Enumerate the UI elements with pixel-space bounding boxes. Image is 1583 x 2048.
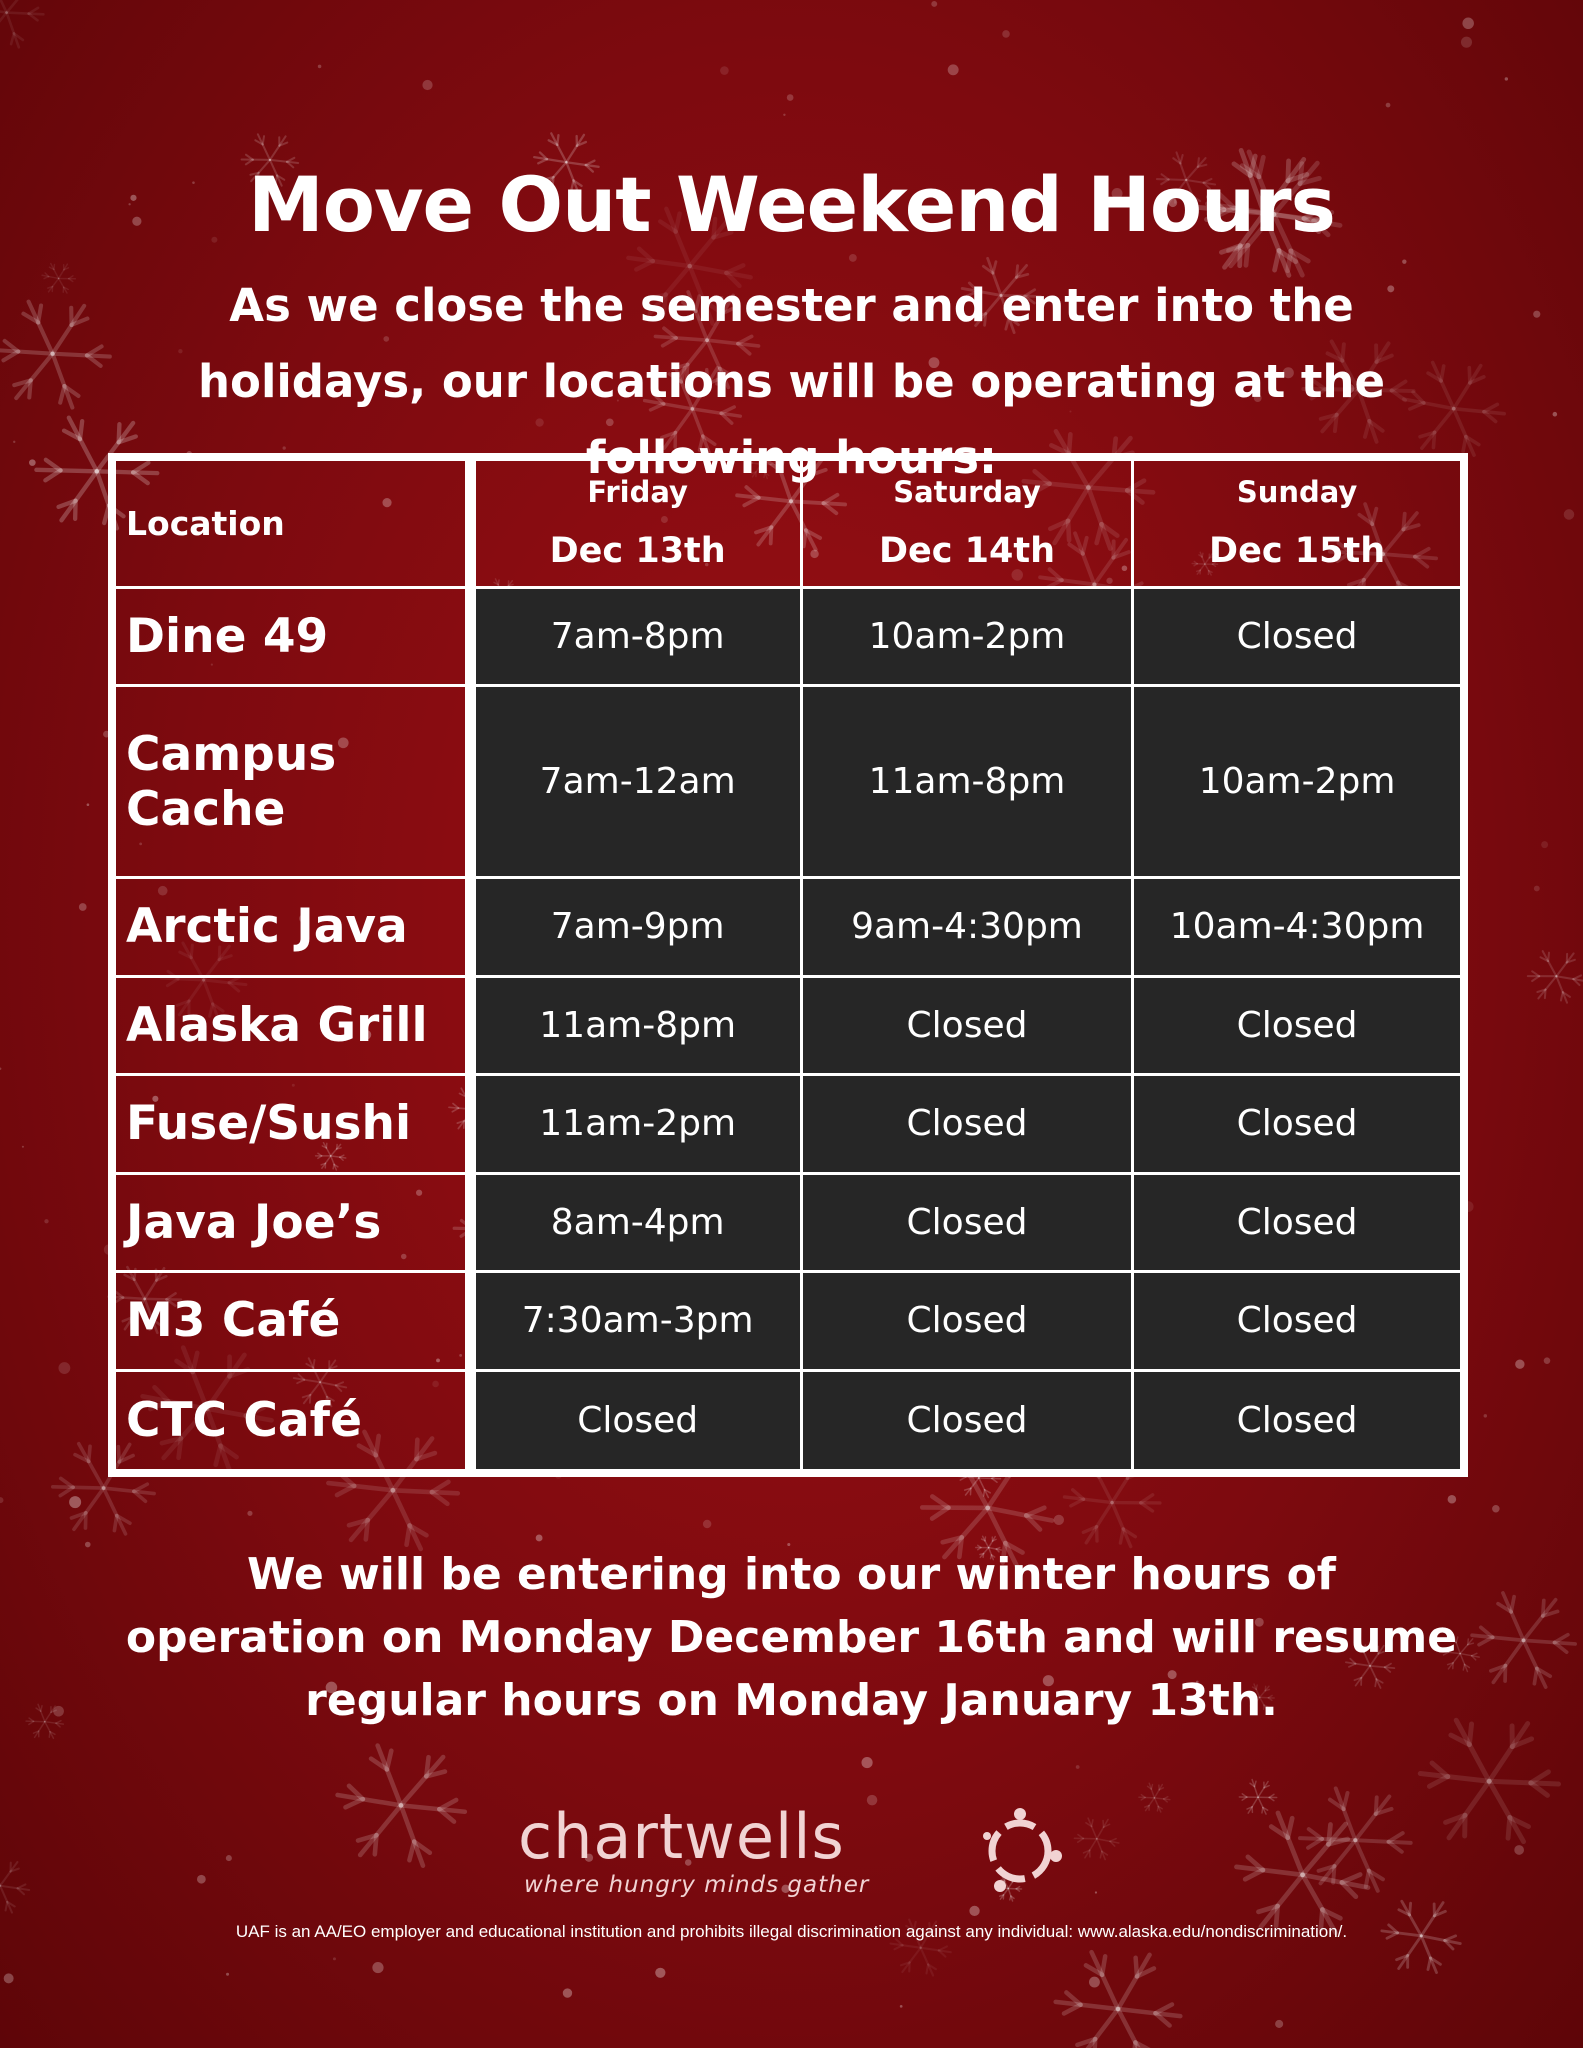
logo-tagline: where hungry minds gather bbox=[524, 1872, 870, 1898]
location-cell: Arctic Java bbox=[112, 878, 470, 977]
hours-cell: Closed bbox=[1133, 1370, 1464, 1473]
location-cell: CTC Café bbox=[112, 1370, 470, 1473]
location-cell: Java Joe’s bbox=[112, 1173, 470, 1272]
hours-cell: 7am-9pm bbox=[470, 878, 801, 977]
disclaimer: UAF is an AA/EO employer and educational institution and prohibits illegal discrimination against any individual: www.alaska.edu/nondiscrimination/. bbox=[235, 1922, 1348, 1941]
table-row bbox=[112, 1272, 1464, 1371]
location-cell: Campus Cache bbox=[112, 686, 470, 878]
table-row bbox=[112, 1075, 1464, 1174]
table-header-row bbox=[112, 457, 1464, 587]
table-row bbox=[112, 1370, 1464, 1473]
hours-cell: Closed bbox=[801, 1370, 1132, 1473]
hours-cell: 11am-8pm bbox=[470, 976, 801, 1075]
location-cell: Alaska Grill bbox=[112, 976, 470, 1075]
hours-cell: Closed bbox=[1133, 587, 1464, 686]
hours-cell: Closed bbox=[1133, 976, 1464, 1075]
day-header-sunday bbox=[1133, 457, 1464, 587]
day-header-friday bbox=[470, 457, 801, 587]
chartwells-ring-icon bbox=[975, 1806, 1065, 1896]
table-row bbox=[112, 976, 1464, 1075]
hours-cell: 11am-8pm bbox=[801, 686, 1132, 878]
hours-cell: Closed bbox=[801, 1173, 1132, 1272]
hours-cell: 10am-4:30pm bbox=[1133, 878, 1464, 977]
day-name: Friday bbox=[587, 475, 688, 510]
hours-cell: Closed bbox=[1133, 1173, 1464, 1272]
hours-cell: 7am-8pm bbox=[470, 587, 801, 686]
hours-cell: Closed bbox=[1133, 1075, 1464, 1174]
hours-cell: 11am-2pm bbox=[470, 1075, 801, 1174]
location-cell: Fuse/Sushi bbox=[112, 1075, 470, 1174]
intro-text: As we close the semester and enter into the holidays, our locations will be operating at the following hours: bbox=[198, 279, 1385, 484]
hours-cell: 7am-12am bbox=[470, 686, 801, 878]
table-row bbox=[112, 1173, 1464, 1272]
closing-note: We will be entering into our winter hours of operation on Monday December 16th and will resume regular hours on Monday January 13th. bbox=[125, 1549, 1458, 1726]
hours-cell: 8am-4pm bbox=[470, 1173, 801, 1272]
table-row bbox=[112, 878, 1464, 977]
page-title: Move Out Weekend Hours bbox=[248, 160, 1335, 249]
table-row bbox=[112, 686, 1464, 878]
chartwells-logo bbox=[518, 1800, 1078, 1910]
hours-cell: 9am-4:30pm bbox=[801, 878, 1132, 977]
hours-table bbox=[108, 453, 1468, 1477]
location-cell: M3 Café bbox=[112, 1272, 470, 1371]
hours-cell: 7:30am-3pm bbox=[470, 1272, 801, 1371]
day-name: Sunday bbox=[1236, 475, 1358, 510]
day-header-saturday bbox=[801, 457, 1132, 587]
hours-cell: 10am-2pm bbox=[801, 587, 1132, 686]
day-date: Dec 13th bbox=[549, 531, 726, 572]
hours-cell: Closed bbox=[1133, 1272, 1464, 1371]
location-header: Location bbox=[112, 457, 470, 587]
logo-wordmark: chartwells bbox=[518, 1800, 845, 1873]
hours-cell: Closed bbox=[801, 1272, 1132, 1371]
location-cell: Dine 49 bbox=[112, 587, 470, 686]
hours-cell: 10am-2pm bbox=[1133, 686, 1464, 878]
hours-cell: Closed bbox=[801, 976, 1132, 1075]
day-date: Dec 15th bbox=[1209, 531, 1386, 572]
day-date: Dec 14th bbox=[878, 531, 1056, 572]
hours-cell: Closed bbox=[801, 1075, 1132, 1174]
hours-cell: Closed bbox=[470, 1370, 801, 1473]
table-row bbox=[112, 587, 1464, 686]
day-name: Saturday bbox=[893, 475, 1041, 510]
